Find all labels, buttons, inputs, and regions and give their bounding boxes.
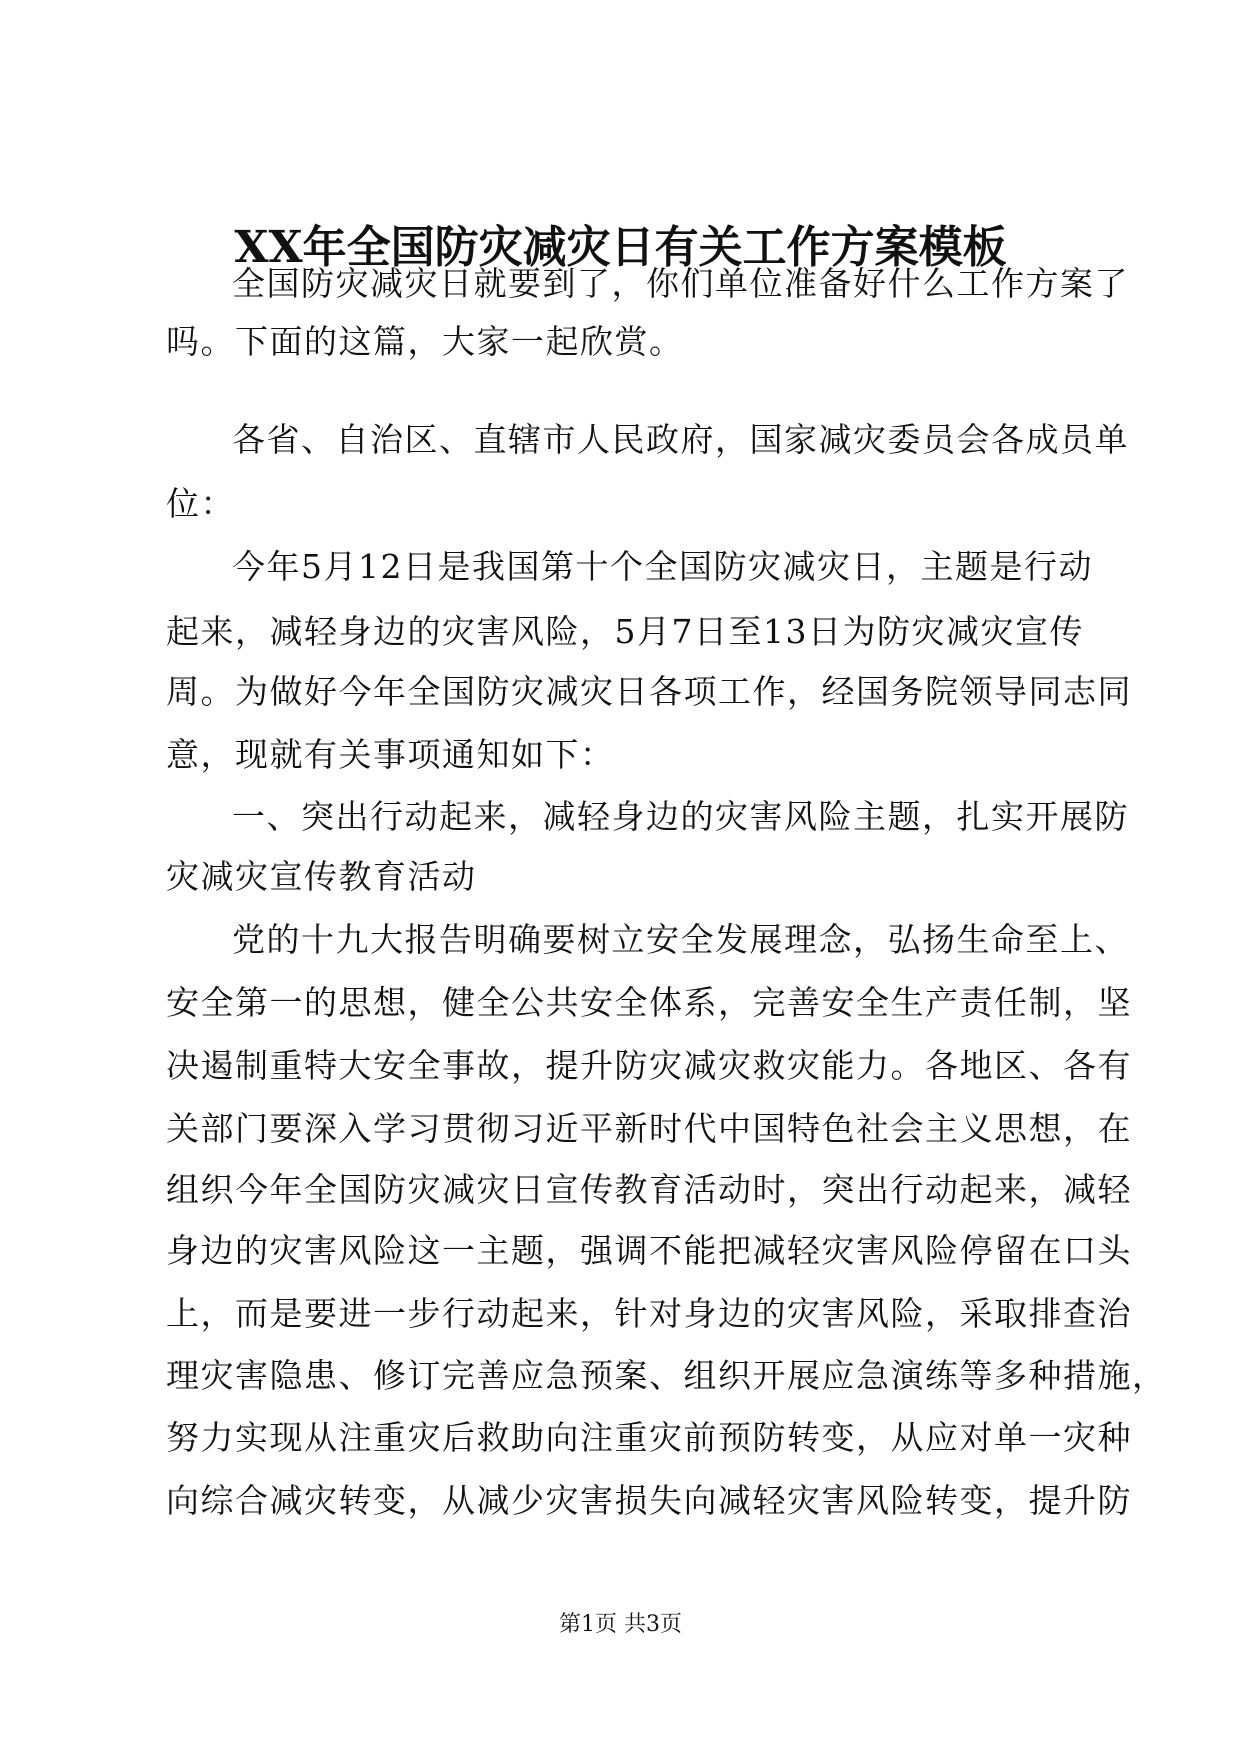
body-line: 一、突出行动起来，减轻身边的灾害风险主题，扎实开展防 (232, 797, 1129, 836)
body-line: 全国防灾减灾日就要到了，你们单位准备好什么工作方案了 (232, 264, 1129, 303)
body-line: 安全第一的思想，健全公共安全体系，完善安全生产责任制，坚 (166, 983, 1132, 1022)
body-line: 组织今年全国防灾减灾日宣传教育活动时，突出行动起来，减轻 (166, 1170, 1132, 1209)
body-line: 上，而是要进一步行动起来，针对身边的灾害风险，采取排查治 (166, 1294, 1132, 1333)
body-line: 决遏制重特大安全事故，提升防灾减灾救灾能力。各地区、各有 (166, 1046, 1132, 1085)
body-line: 吗。下面的这篇，大家一起欣赏。 (166, 322, 684, 361)
body-line: 今年5月12日是我国第十个全国防灾减灾日，主题是行动 (232, 547, 1093, 586)
body-line: 党的十九大报告明确要树立安全发展理念，弘扬生命至上、 (232, 920, 1129, 959)
body-line: 向综合减灾转变，从减少灾害损失向减轻灾害风险转变，提升防 (166, 1481, 1132, 1520)
body-line: 周。为做好今年全国防灾减灾日各项工作，经国务院领导同志同 (166, 672, 1132, 711)
page-title: XX年全国防灾减灾日有关工作方案模板 (234, 222, 1007, 273)
body-line: 灾减灾宣传教育活动 (166, 857, 477, 896)
body-line: 位： (166, 484, 235, 523)
body-line: 身边的灾害风险这一主题，强调不能把减轻灾害风险停留在口头 (166, 1231, 1132, 1270)
body-line: 努力实现从注重灾后救助向注重灾前预防转变，从应对单一灾种 (166, 1418, 1132, 1457)
body-line: 意，现就有关事项通知如下： (166, 735, 615, 774)
body-line: 理灾害隐患、修订完善应急预案、组织开展应急演练等多种措施， (166, 1356, 1167, 1395)
body-line: 各省、自治区、直辖市人民政府，国家减灾委员会各成员单 (232, 420, 1129, 459)
body-line: 关部门要深入学习贯彻习近平新时代中国特色社会主义思想，在 (166, 1109, 1132, 1148)
page-footer: 第1页 共3页 (559, 1612, 682, 1637)
body-line: 起来，减轻身边的灾害风险，5月7日至13日为防灾减灾宣传 (166, 612, 1084, 651)
